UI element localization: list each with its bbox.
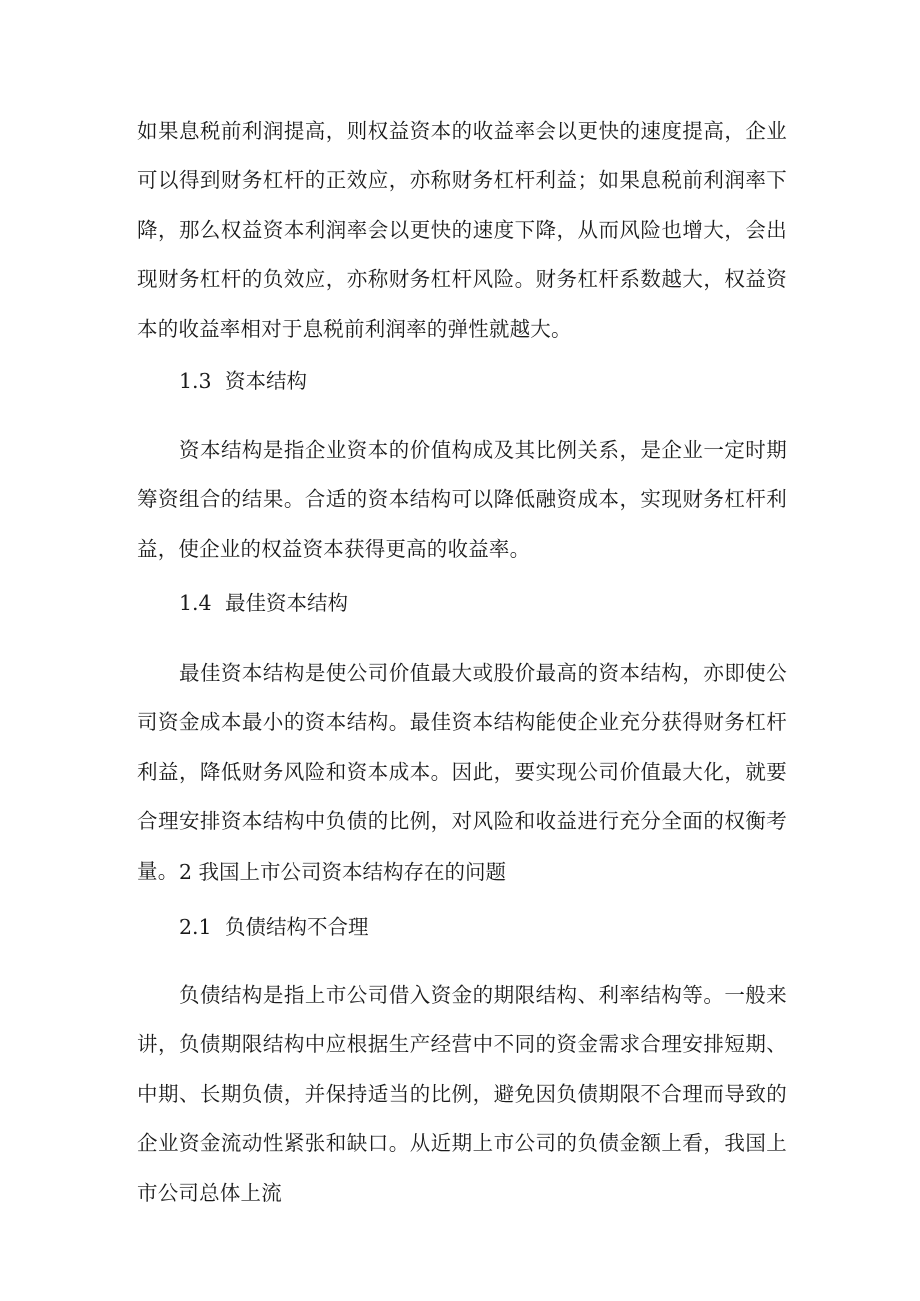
paragraph-capital-structure	[137, 426, 787, 574]
section-title: 负债结构不合理	[225, 915, 369, 939]
section-number: 1.4	[179, 591, 212, 615]
paragraph-text: 如果息税前利润提高，则权益资本的收益率会以更快的速度提高，企业可以得到财务杠杆的正效应，亦称财务杠杆利益；如果息税前利润率下降，那么权益资本利润率会以更快的速度下降，从而风险也增大，会出现财务杠杆的负效应，亦称财务杠杆风险。财务杠杆系数越大，权益资本的收益率相对于息税前利润率的弹性就越大。	[137, 119, 787, 341]
paragraph-financial-leverage	[137, 107, 787, 354]
chapter-title: 2 我国上市公司资本结构存在的问题	[179, 860, 507, 884]
paragraph-text: 负债结构是指上市公司借入资金的期限结构、利率结构等。一般来讲，负债期限结构中应根据生产经营中不同的资金需求合理安排短期、中期、长期负债，并保持适当的比例，避免因负债期限不合理而导致的企业资金流动性紧张和缺口。从近期上市公司的负债金额上看，我国上市公司总体上流	[137, 983, 787, 1205]
section-number: 1.3	[179, 369, 212, 393]
section-heading-2-1	[179, 912, 369, 942]
section-heading-1-3	[179, 366, 307, 396]
paragraph-text: 资本结构是指企业资本的价值构成及其比例关系，是企业一定时期筹资组合的结果。合适的资本结构可以降低融资成本，实现财务杠杆利益，使企业的权益资本获得更高的收益率。	[137, 438, 787, 561]
section-number: 2.1	[179, 915, 212, 939]
section-title: 最佳资本结构	[225, 591, 348, 615]
chapter-heading-2	[179, 857, 506, 887]
section-heading-1-4	[179, 588, 348, 618]
paragraph-text: 最佳资本结构是使公司价值最大或股价最高的资本结构，亦即使公司资金成本最小的资本结构。最佳资本结构能使企业充分获得财务杠杆利益，降低财务风险和资本成本。因此，要实现公司价值最大化，就要合理安排资本结构中负债的比例，对风险和收益进行充分全面的权衡考量。	[137, 661, 787, 883]
section-title: 资本结构	[225, 369, 307, 393]
paragraph-debt-structure	[137, 971, 787, 1218]
